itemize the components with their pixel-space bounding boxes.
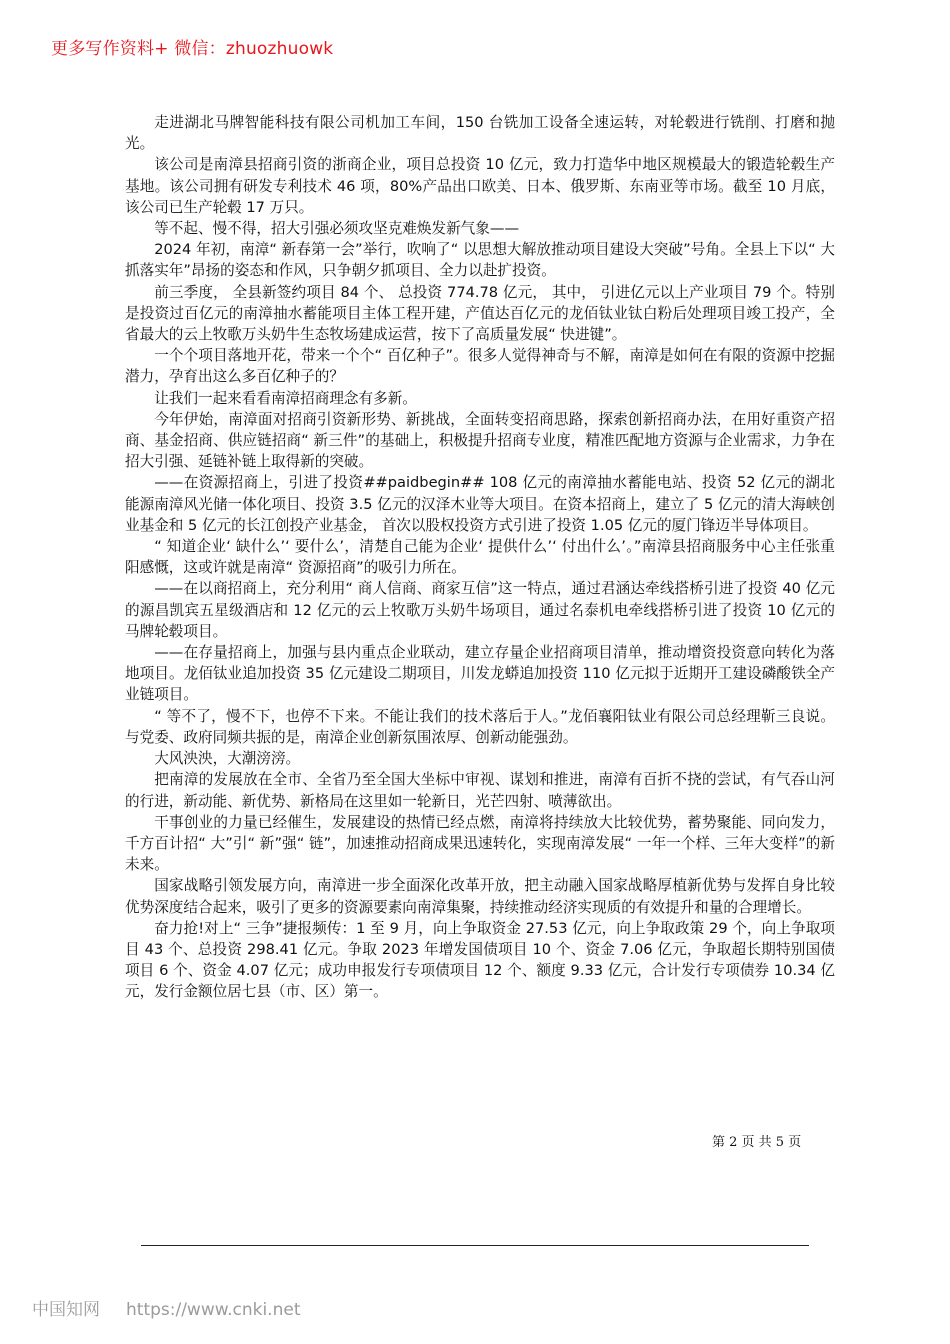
paragraph: ——在资源招商上，引进了投资##paidbegin## 108 亿元的南漳抽水蓄能电站、投资 52 亿元的湖北能源南漳风光储一体化项目、投资 3.5 亿元的汉泽木业等大项目。在资本招商上，建立了 5 亿元的清大海峡创业基金和 5 亿元的长江创投产业基金， 首次以股权投资方式引进了投资 1.05 亿元的厦门锋迈半导体项目。 — [125, 474, 835, 534]
paragraph: 一个个项目落地开花，带来一个个“ 百亿种子”。很多人觉得神奇与不解，南漳是如何在有限的资源中挖掘潜力，孕育出这么多百亿种子的？ — [125, 347, 835, 386]
paragraph: 该公司是南漳县招商引资的浙商企业，项目总投资 10 亿元，致力打造华中地区规模最大的锻造轮毂生产基地。该公司拥有研发专利技术 46 项，80%产品出口欧美、日本、俄罗斯、东南亚等市场。截至 10 月底，该公司已生产轮毂 17 万只。 — [125, 156, 835, 216]
paragraph: ——在存量招商上，加强与县内重点企业联动，建立存量企业招商项目清单，推动增资投资意向转化为落地项目。龙佰钛业追加投资 35 亿元建设二期项目，川发龙蟒追加投资 110 亿元拟于近期开工建设磷酸铁全产业链项目。 — [125, 644, 835, 704]
cnki-watermark — [32, 1295, 300, 1320]
paragraph: 走进湖北马牌智能科技有限公司机加工车间，150 台铣加工设备全速运转，对轮毂进行铣削、打磨和抛光。 — [125, 114, 835, 153]
paragraph: 2024 年初，南漳“ 新春第一会”举行，吹响了“ 以思想大解放推动项目建设大突破”号角。全县上下以“ 大抓落实年”昂扬的姿态和作风，只争朝夕抓项目、全力以赴扩投资。 — [125, 241, 835, 280]
paragraph: 让我们一起来看看南漳招商理念有多新。 — [154, 389, 417, 407]
paragraph: 把南漳的发展放在全市、全省乃至全国大坐标中审视、谋划和推进，南漳有百折不挠的尝试，有气吞山河的行进，新动能、新优势、新格局在这里如一轮新日，光芒四射、喷薄欲出。 — [125, 771, 835, 810]
cnki-brand: 中国知网 — [32, 1300, 100, 1320]
paragraph: “ 知道企业‘ 缺什么’‘ 要什么’，清楚自己能为企业‘ 提供什么’‘ 付出什么’。”南漳县招商服务中心主任张重阳感慨，这或许就是南漳“ 资源招商”的吸引力所在。 — [125, 538, 835, 577]
paragraph: ——在以商招商上，充分利用“ 商人信商、商家互信”这一特点，通过君涵达牵线搭桥引进了投资 40 亿元的源昌凯宾五星级酒店和 12 亿元的云上牧歌万头奶牛场项目，通过名泰机电牵线搭桥引进了投资 10 亿元的马牌轮毂项目。 — [125, 580, 835, 640]
cnki-url: https://www.cnki.net — [126, 1300, 301, 1320]
paragraph: 前三季度， 全县新签约项目 84 个、 总投资 774.78 亿元， 其中， 引进亿元以上产业项目 79 个。特别是投资过百亿元的南漳抽水蓄能项目主体工程开建，产值达百亿元的龙佰钛业钛白粉后处理项目竣工投产，全省最大的云上牧歌万头奶牛生态牧场建成运营，按下了高质量发展“ 快进键”。 — [125, 283, 835, 344]
footer-divider — [141, 1245, 809, 1246]
paragraph: 干事创业的力量已经催生，发展建设的热情已经点燃，南漳将持续放大比较优势，蓄势聚能、同向发力，千方百计招“ 大”引“ 新”强“ 链”，加速推动招商成果迅速转化，实现南漳发展“ 一年一个样、三年大变样”的新未来。 — [125, 813, 835, 874]
paragraph: 国家战略引领发展方向，南漳进一步全面深化改革开放，把主动融入国家战略厚植新优势与发挥自身比较优势深度结合起来，吸引了更多的资源要素向南漳集聚，持续推动经济实现质的有效提升和量的合理增长。 — [125, 877, 835, 916]
paragraph: “ 等不了，慢不下，也停不下来。不能让我们的技术落后于人。”龙佰襄阳钛业有限公司总经理靳三良说。与党委、政府同频共振的是，南漳企业创新氛围浓厚、创新动能强劲。 — [125, 707, 835, 746]
paragraph: 奋力抢!对上“ 三争”捷报频传：1 至 9 月，向上争取资金 27.53 亿元，向上争取政策 29 个，向上争取项目 43 个、总投资 298.41 亿元。争取 2023 年增发国债项目 10 个、资金 7.06 亿元，争取超长期特别国债项目 6 个、资金 4.07 亿元；成功申报发行专项债项目 12 个、额度 9.33 亿元，合计发行专项债券 10.34 亿元，发行金额位居七县（市、区）第一。 — [125, 919, 835, 1001]
article-body — [125, 112, 835, 1003]
page-number: 第 2 页 共 5 页 — [712, 1135, 802, 1150]
paragraph: 等不起、慢不得，招大引强必须攻坚克难焕发新气象—— — [154, 220, 520, 238]
paragraph: 今年伊始，南漳面对招商引资新形势、新挑战，全面转变招商思路，探索创新招商办法，在用好重资产招商、基金招商、供应链招商“ 新三件”的基础上，积极提升招商专业度，精准匹配地方资源与企业需求，力争在招大引强、延链补链上取得新的突破。 — [125, 410, 835, 471]
promo-banner: 更多写作资料+ 微信：zhuozhuowk — [51, 39, 334, 59]
paragraph: 大风泱泱，大潮滂滂。 — [154, 750, 301, 768]
